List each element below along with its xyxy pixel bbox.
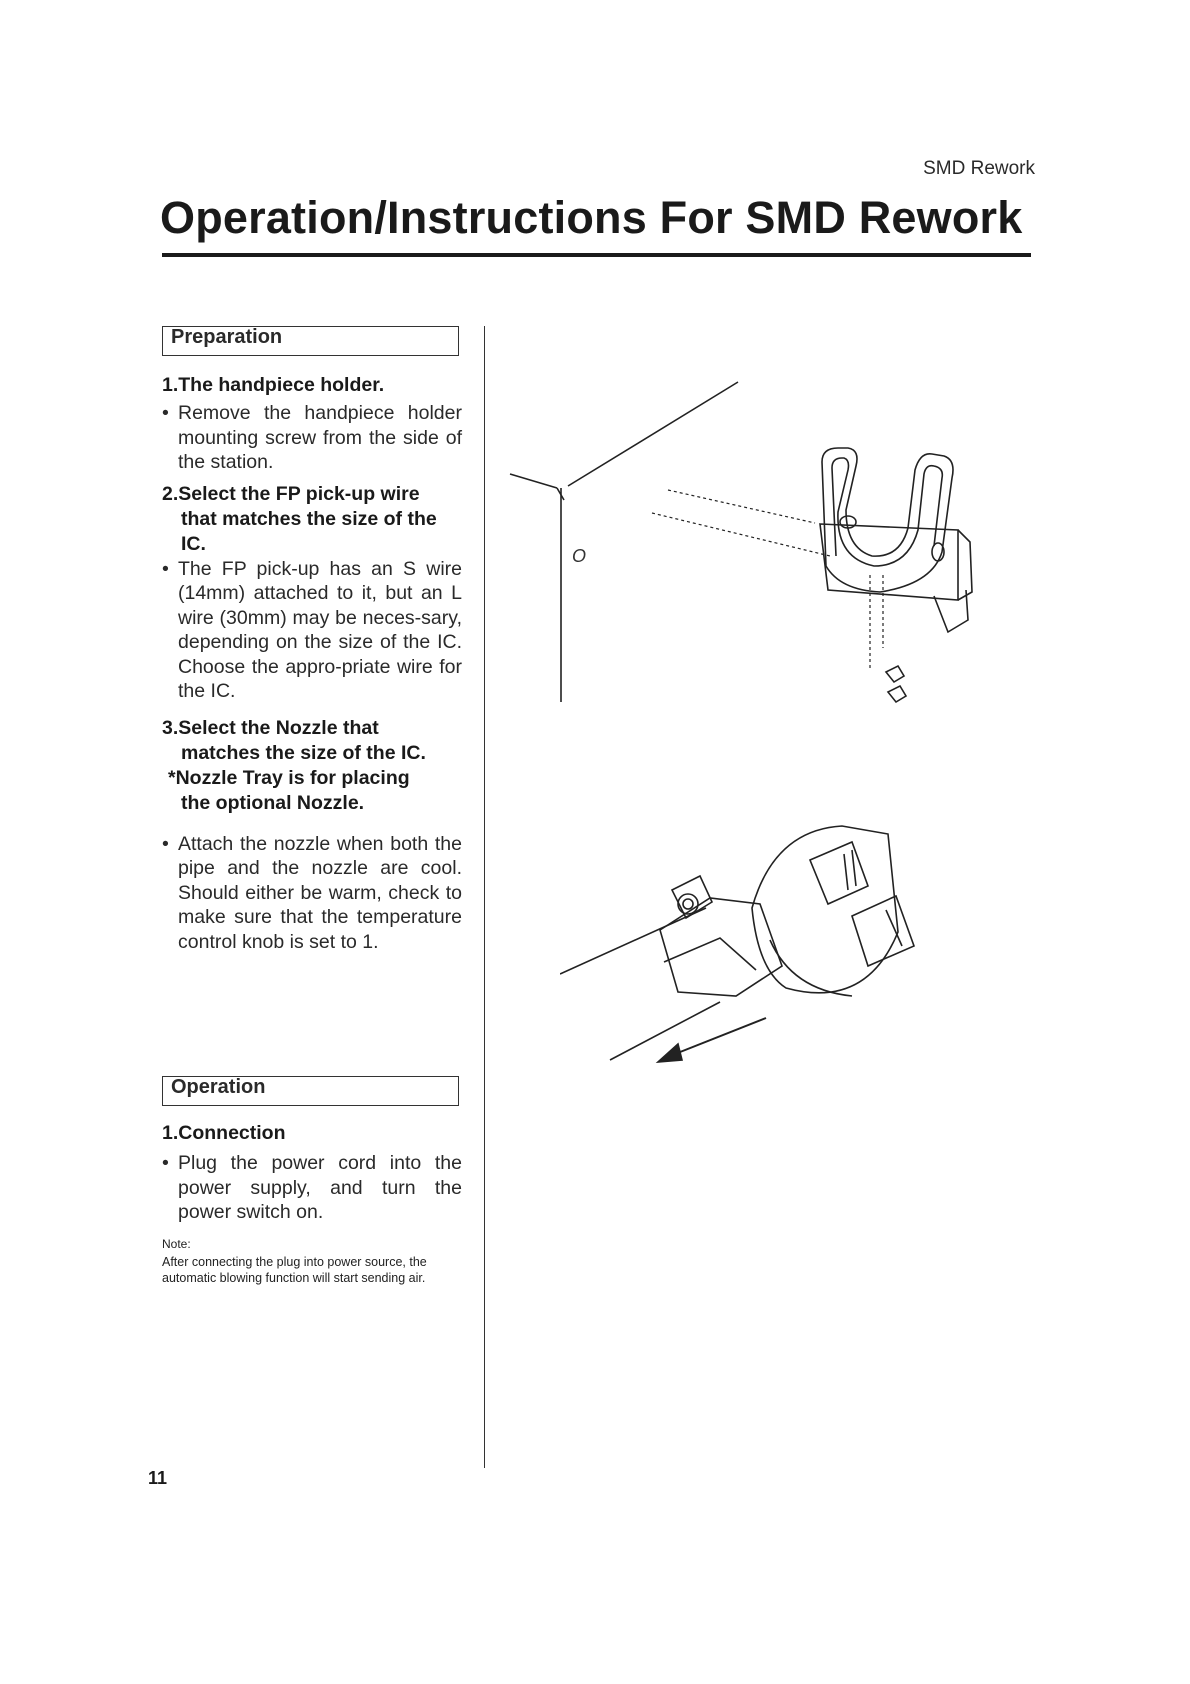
- step2-bullet: [162, 557, 462, 704]
- operation-heading-box: [162, 1076, 459, 1106]
- bullet-dot: •: [162, 832, 169, 855]
- bullet-dot: •: [162, 557, 169, 580]
- direction-arrow-icon: [658, 1018, 766, 1062]
- operation-step1-bullet-text: Plug the power cord into the power supply, and turn the power switch on.: [178, 1152, 462, 1223]
- panel-label: O: [572, 546, 587, 566]
- step2-title-line1: 2.Select the FP pick-up wire: [162, 482, 420, 505]
- preparation-steps: [162, 373, 462, 954]
- step2-title-line2: that matches the size of the: [181, 507, 437, 530]
- preparation-heading-box: [162, 326, 459, 356]
- pipe-clamp: [660, 876, 782, 996]
- holder-fork: [820, 448, 972, 632]
- running-header: SMD Rework: [923, 158, 1035, 179]
- step2-title-line3: IC.: [181, 532, 206, 555]
- step3-note-line1: *Nozzle Tray is for placing: [168, 766, 410, 789]
- nozzle-tip: [810, 842, 914, 966]
- heater-pipe: [560, 908, 720, 1060]
- column-divider: [484, 326, 485, 1468]
- operation-step1-bullet: [162, 1151, 462, 1225]
- bullet-dot: •: [162, 1152, 169, 1174]
- bullet-dot: •: [162, 402, 169, 424]
- step3-title: [162, 716, 462, 816]
- note-label: Note:: [162, 1236, 191, 1251]
- operation-heading: Operation: [171, 1076, 266, 1098]
- page-title: Operation/Instructions For SMD Rework: [160, 192, 1023, 243]
- note-text: After connecting the plug into power source, the automatic blowing function will start sending air.: [162, 1254, 427, 1285]
- screw-guide-lines: [652, 490, 883, 670]
- nozzle-attachment-illustration: [560, 820, 960, 1080]
- operation-steps: [162, 1121, 462, 1287]
- step1-bullet: [162, 401, 462, 475]
- station-panel: [510, 382, 738, 702]
- step1-bullet-text: Remove the handpiece holder mounting screw from the side of the station.: [178, 402, 462, 473]
- handpiece-holder-illustration: [500, 370, 980, 710]
- step1-title: 1.The handpiece holder.: [162, 374, 385, 396]
- step3-bullet: [162, 832, 462, 955]
- page-number: 11: [148, 1468, 168, 1488]
- operation-note: [162, 1237, 462, 1287]
- title-divider: [162, 253, 1031, 257]
- mounting-screws: [886, 666, 906, 702]
- step3-title-line2: matches the size of the IC.: [181, 741, 426, 764]
- step3-note-line2: the optional Nozzle.: [181, 791, 365, 814]
- step2-bullet-text: The FP pick-up has an S wire (14mm) attached to it, but an L wire (30mm) may be neces-sary, depending on the size of the IC. Choose the appro-priate wire for the IC.: [178, 557, 462, 702]
- step2-title: [162, 482, 462, 557]
- step3-title-line1: 3.Select the Nozzle that: [162, 716, 379, 739]
- operation-step1-title: 1.Connection: [162, 1122, 286, 1144]
- preparation-heading: Preparation: [171, 326, 283, 348]
- step3-bullet-text: Attach the nozzle when both the pipe and the nozzle are cool. Should either be warm, check to make sure that the temperature control knob is set to 1.: [178, 832, 462, 953]
